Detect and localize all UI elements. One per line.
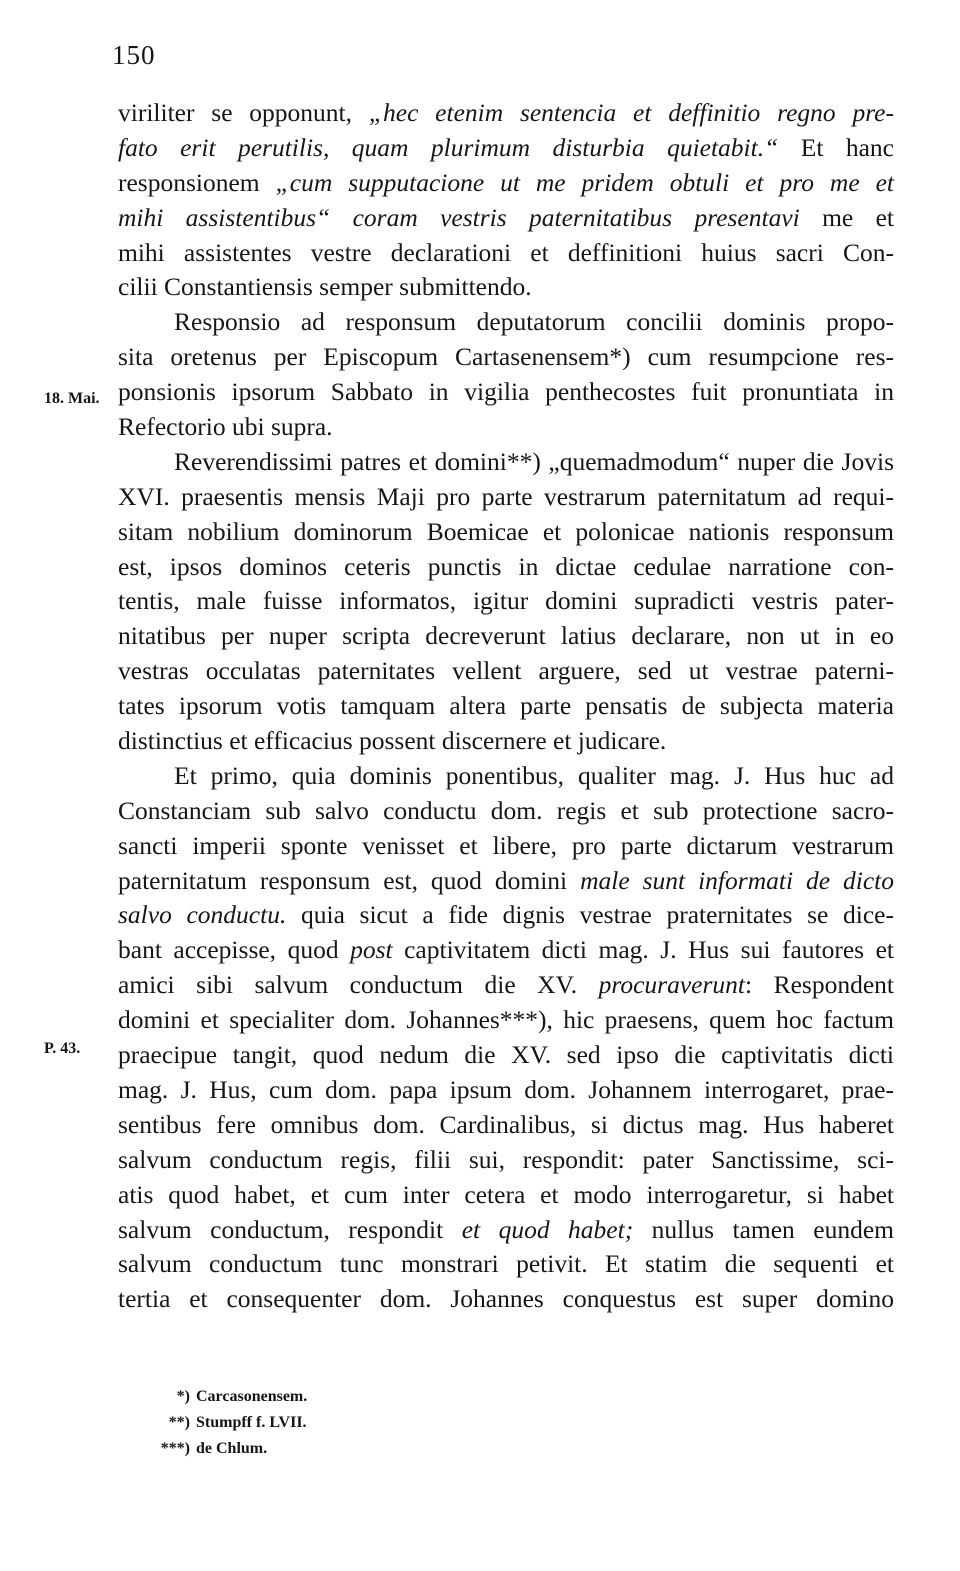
footnotes [148, 1384, 307, 1462]
text-segment: me et [799, 202, 894, 232]
text-line [118, 131, 894, 166]
italic-text: fato erit perutilis, quam plurimum disturbia quietabit.“ [118, 132, 779, 162]
text-segment: salvum conductum tunc monstrari petivit. Et statim die sequenti et [118, 1249, 894, 1279]
text-segment: tertia et consequenter dom. Johannes conquestus est super domino [118, 1284, 894, 1314]
text-segment: salvum conductum, respondit [118, 1214, 462, 1244]
text-line [118, 898, 894, 933]
italic-text: „cum supputacione ut me pridem obtuli et pro me et [275, 167, 894, 197]
text-segment: captivitatem dicti mag. J. Hus sui fautores et [392, 935, 894, 965]
text-line [118, 305, 894, 340]
text-line [118, 201, 894, 236]
text-line [118, 1003, 894, 1038]
text-segment: praecipue tangit, quod nedum die XV. sed ipso die captivitatis dicti [118, 1040, 894, 1070]
text-line [118, 1108, 894, 1143]
text-line [118, 1143, 894, 1178]
text-segment: mag. J. Hus, cum dom. papa ipsum dom. Johannem interrogaret, prae- [118, 1074, 894, 1104]
text-segment: amici sibi salvum conductum die XV. [118, 970, 599, 1000]
text-line [118, 864, 894, 899]
text-line [118, 375, 894, 410]
text-line [118, 689, 894, 724]
text-line [118, 270, 894, 305]
italic-text: male sunt informati de dicto [580, 865, 894, 895]
text-line [118, 480, 894, 515]
italic-text: post [350, 935, 393, 965]
text-segment: distinctius et efficacius possent discernere et judicare. [118, 726, 667, 756]
text-line [118, 1213, 894, 1248]
text-segment: domini et specialiter dom. Johannes***), hic praesens, quem hoc factum [118, 1005, 894, 1035]
text-segment: vestras occulatas paternitates vellent arguere, sed ut vestrae paterni- [118, 656, 894, 686]
text-line [118, 236, 894, 271]
text-segment: nullus tamen eundem [633, 1214, 895, 1244]
text-line [118, 515, 894, 550]
footnote-mark: *) [176, 1388, 190, 1405]
text-segment: viriliter se opponunt, [118, 98, 369, 127]
text-segment: Responsio ad responsum deputatorum concilii dominis propo- [174, 307, 894, 337]
text-line [118, 933, 894, 968]
footnote-mark: **) [168, 1414, 190, 1431]
text-segment: XVI. praesentis mensis Maji pro parte vestrarum paternitatum ad requi- [118, 481, 894, 511]
text-segment: nitatibus per nuper scripta decreverunt latius declarare, non ut in eo [118, 621, 894, 651]
footnote [148, 1410, 307, 1436]
text-segment: Et primo, quia dominis ponentibus, qualiter mag. J. Hus huc ad [174, 760, 894, 790]
text-line [118, 759, 894, 794]
text-line [118, 550, 894, 585]
text-segment: tates ipsorum votis tamquam altera parte pensatis de subjecta materia [118, 691, 894, 721]
text-line [118, 1282, 894, 1317]
footnote-mark: ***) [160, 1440, 190, 1457]
text-line [118, 410, 894, 445]
text-segment: mihi assistentes vestre declarationi et deffinitioni huius sacri Con- [118, 237, 894, 267]
text-segment: sitam nobilium dominorum Boemicae et polonicae nationis responsum [118, 516, 894, 546]
italic-text: mihi assistentibus“ coram vestris paternitatibus presentavi [118, 202, 800, 232]
text-line [118, 619, 894, 654]
italic-text: „hec etenim sentencia et deffinitio regno pre- [368, 98, 894, 127]
margin-note-date: 18. Mai. [44, 390, 100, 407]
italic-text: procuraverunt [598, 970, 745, 1000]
text-line [118, 340, 894, 375]
italic-text: et quod habet; [461, 1214, 634, 1244]
footnote [148, 1384, 307, 1410]
text-segment: cilii Constantiensis semper submittendo. [118, 272, 532, 302]
text-segment: sentibus fere omnibus dom. Cardinalibus, si dictus mag. Hus haberet [118, 1109, 894, 1139]
text-line [118, 584, 894, 619]
text-segment: Refectorio ubi supra. [118, 412, 333, 442]
text-line [118, 1038, 894, 1073]
text-segment: Et hanc [778, 132, 894, 162]
text-line [118, 829, 894, 864]
text-segment: ponsionis ipsorum Sabbato in vigilia penthecostes fuit pronuntiata in [118, 377, 894, 407]
footnote-text: Stumpff f. LVII. [196, 1414, 307, 1431]
text-segment: est, ipsos dominos ceteris punctis in dictae cedulae narratione con- [118, 551, 894, 581]
text-line [118, 445, 894, 480]
text-segment: responsionem [118, 167, 276, 197]
text-line [118, 1247, 894, 1282]
text-segment: quia sicut a fide dignis vestrae praternitates se dice- [286, 900, 894, 930]
text-line [118, 166, 894, 201]
text-segment: bant accepisse, quod [118, 935, 351, 965]
text-segment: paternitatum responsum est, quod domini [118, 865, 581, 895]
text-segment: sancti imperii sponte venisset et libere, pro parte dictarum vestrarum [118, 830, 894, 860]
text-segment: : Respondent [744, 970, 894, 1000]
text-line [118, 1178, 894, 1213]
text-segment: Reverendissimi patres et domini**) „quemadmodum“ nuper die Jovis [174, 446, 894, 476]
footnote-text: de Chlum. [196, 1440, 268, 1457]
text-line [118, 96, 894, 131]
footnote [148, 1436, 307, 1462]
text-line [118, 794, 894, 829]
margin-note-page-ref: P. 43. [44, 1040, 81, 1057]
page-number: 150 [112, 40, 156, 70]
text-line [118, 654, 894, 689]
text-segment: Constanciam sub salvo conductu dom. regis et sub protectione sacro- [118, 795, 894, 825]
text-line [118, 1073, 894, 1108]
text-segment: sita oretenus per Episcopum Cartasenensem*) cum resumpcione res- [118, 342, 894, 372]
body-text [118, 96, 894, 1317]
text-segment: tentis, male fuisse informatos, igitur domini supradicti vestris pater- [118, 586, 894, 616]
text-line [118, 724, 894, 759]
text-line [118, 968, 894, 1003]
text-segment: atis quod habet, et cum inter cetera et modo interrogaretur, si habet [118, 1179, 894, 1209]
text-segment: salvum conductum regis, filii sui, respondit: pater Sanctissime, sci- [118, 1144, 894, 1174]
italic-text: salvo conductu. [118, 900, 287, 930]
footnote-text: Carcasonensem. [196, 1388, 308, 1405]
